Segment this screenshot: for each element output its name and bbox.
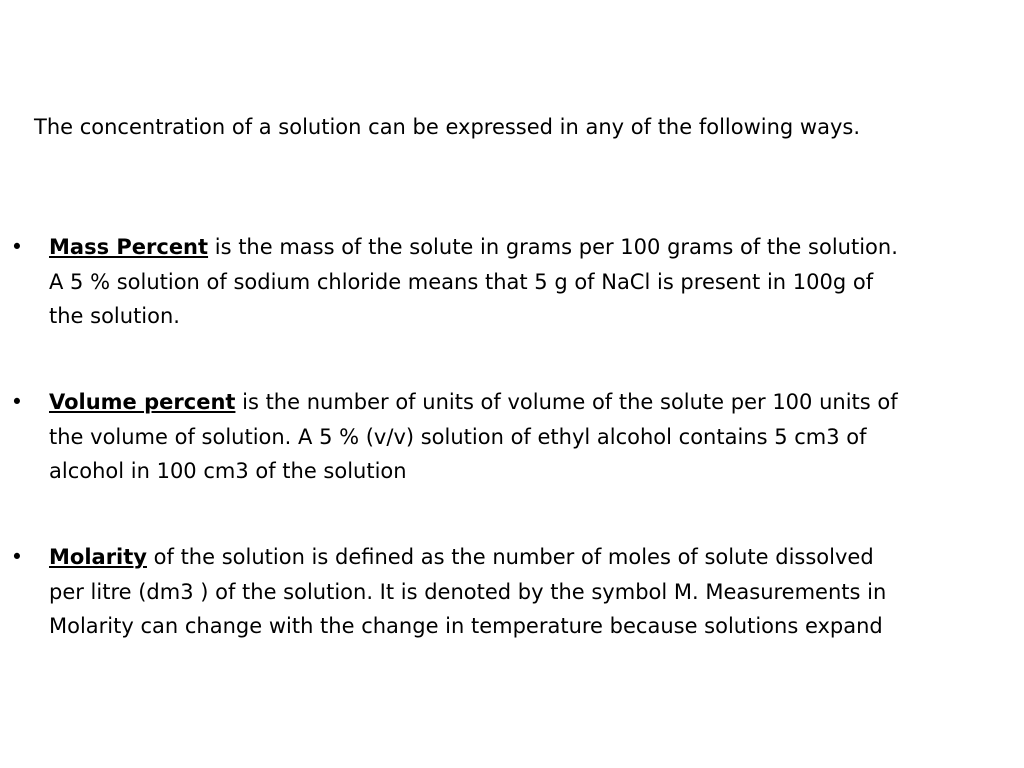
bullet-icon: • [10, 235, 24, 259]
bullet-item-molarity [10, 540, 899, 644]
bullet-item-mass-percent [10, 230, 899, 334]
definition-molarity: of the solution is defined as the number of moles of solute dissolved per litre (dm3 ) of the solution. It is denoted by the symbol M. Measurements in Molarity can change with the change in temperature because solutions expand [49, 545, 887, 638]
term-volume-percent: Volume percent [49, 390, 236, 414]
term-molarity: Molarity [49, 545, 147, 569]
intro-text: The concentration of a solution can be expressed in any of the following ways. [34, 115, 861, 139]
bullet-icon: • [10, 390, 24, 414]
term-mass-percent: Mass Percent [49, 235, 209, 259]
definition-mass-percent: is the mass of the solute in grams per 100 grams of the solution. A 5 % solution of sodium chloride means that 5 g of NaCl is present in 100g of the solution. [49, 235, 898, 328]
definition-volume-percent: is the number of units of volume of the solute per 100 units of the volume of solution. A 5 % (v/v) solution of ethyl alcohol contains 5 cm3 of alcohol in 100 cm3 of the solution [49, 390, 898, 483]
bullet-item-volume-percent [10, 385, 899, 489]
bullet-icon: • [10, 545, 24, 569]
